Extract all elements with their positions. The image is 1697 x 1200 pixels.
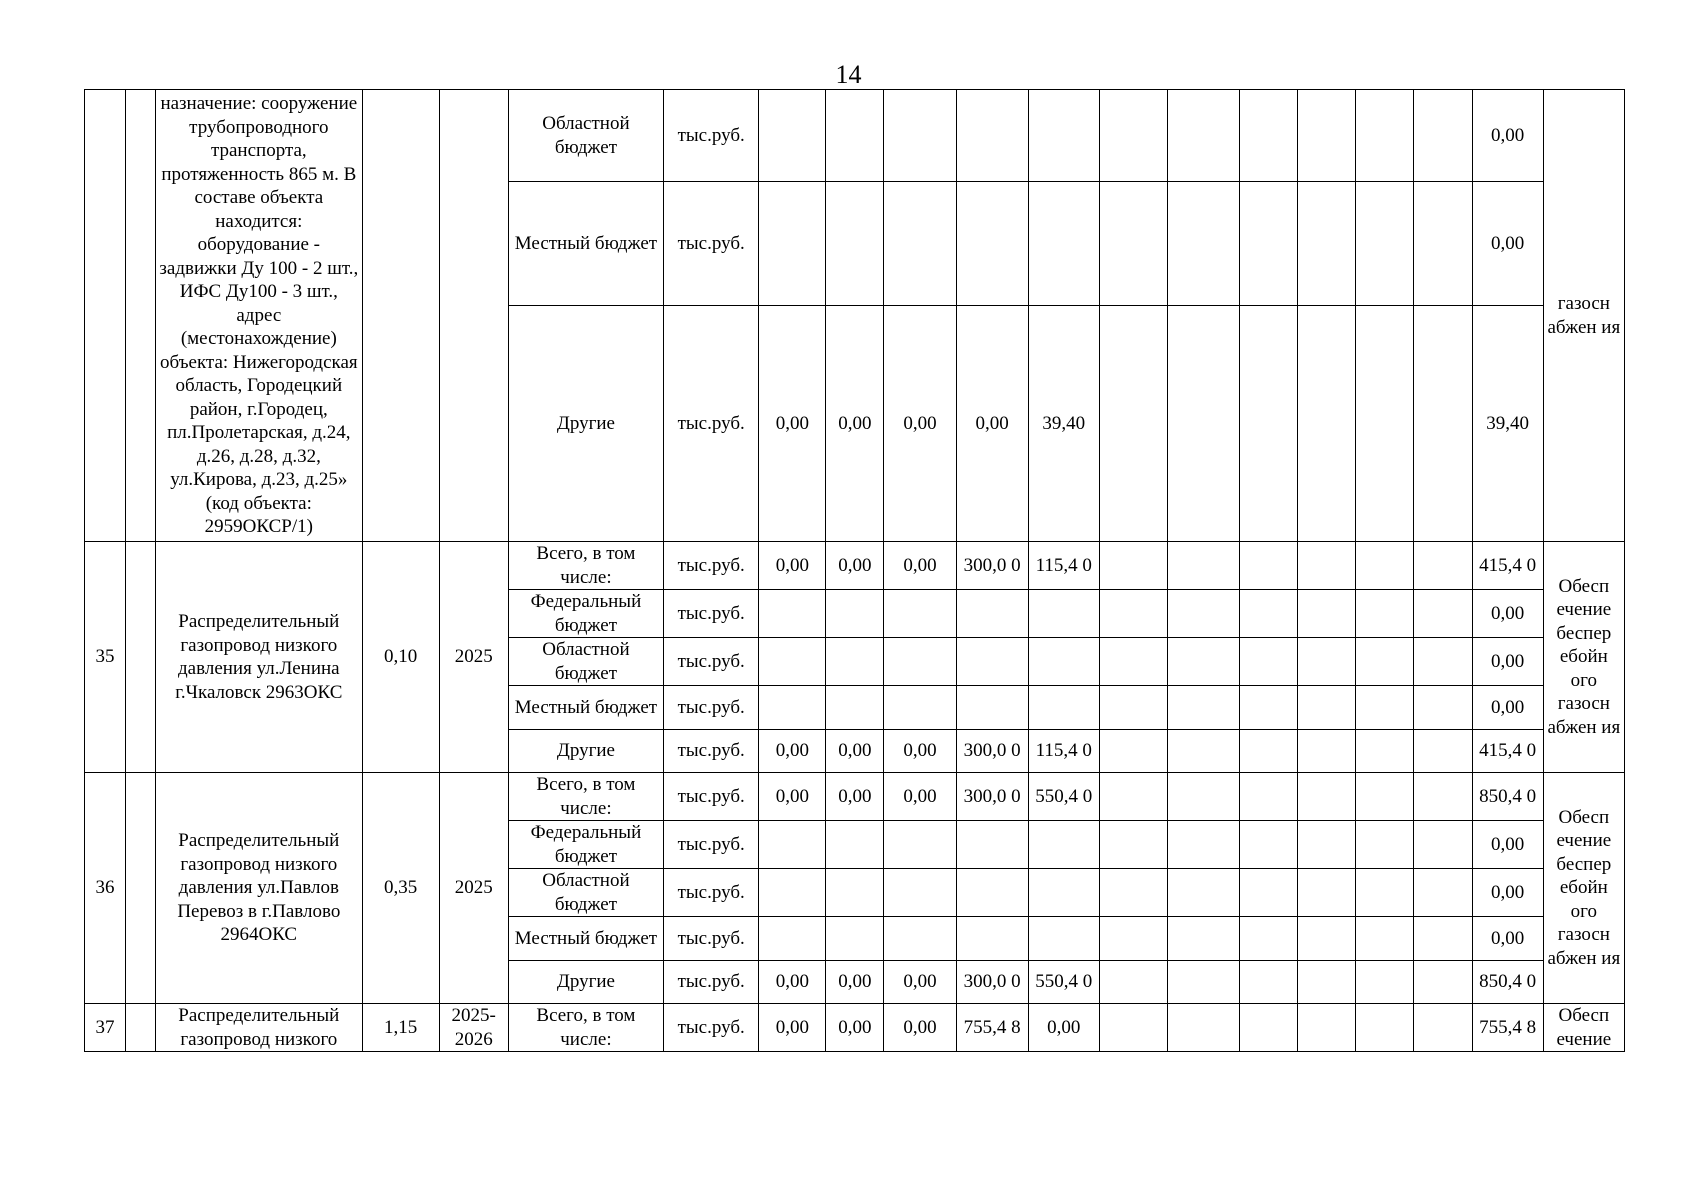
empty-cell bbox=[1099, 542, 1167, 590]
empty-cell bbox=[1356, 1004, 1414, 1052]
empty-cell bbox=[1298, 730, 1356, 773]
total-value: 0,00 bbox=[1472, 182, 1543, 306]
total-value: 850,4 0 bbox=[1472, 961, 1543, 1004]
empty-cell bbox=[1356, 590, 1414, 638]
year-value-3: 0,00 bbox=[884, 1004, 956, 1052]
year-value-2: 0,00 bbox=[826, 1004, 884, 1052]
year-value-3: 0,00 bbox=[884, 961, 956, 1004]
unit-cell: тыс.руб. bbox=[664, 542, 759, 590]
object-length: 0,10 bbox=[362, 542, 439, 773]
empty-cell bbox=[1414, 90, 1472, 182]
empty-cell bbox=[1298, 821, 1356, 869]
empty-cell bbox=[1298, 542, 1356, 590]
year-value-4 bbox=[956, 686, 1028, 730]
empty-cell bbox=[1356, 869, 1414, 917]
year-value-1 bbox=[759, 686, 826, 730]
empty-cell bbox=[1167, 773, 1239, 821]
empty-cell bbox=[1414, 306, 1472, 542]
funding-source: Всего, в том числе: bbox=[508, 1004, 663, 1052]
year-value-5 bbox=[1028, 90, 1099, 182]
year-value-2: 0,00 bbox=[826, 542, 884, 590]
funding-source: Местный бюджет bbox=[508, 182, 663, 306]
table-row bbox=[85, 773, 1625, 821]
year-value-5 bbox=[1028, 869, 1099, 917]
empty-cell bbox=[1240, 773, 1298, 821]
empty-cell bbox=[1356, 917, 1414, 961]
investment-table bbox=[84, 89, 1625, 1052]
empty-cell bbox=[1099, 773, 1167, 821]
unit-cell: тыс.руб. bbox=[664, 773, 759, 821]
total-value: 850,4 0 bbox=[1472, 773, 1543, 821]
empty-cell bbox=[1167, 542, 1239, 590]
row-marker bbox=[126, 1004, 156, 1052]
funding-source: Всего, в том числе: bbox=[508, 542, 663, 590]
year-value-2 bbox=[826, 90, 884, 182]
empty-cell bbox=[1356, 773, 1414, 821]
empty-cell bbox=[1414, 773, 1472, 821]
funding-source: Всего, в том числе: bbox=[508, 773, 663, 821]
unit-cell: тыс.руб. bbox=[664, 730, 759, 773]
funding-source: Областной бюджет bbox=[508, 90, 663, 182]
year-value-4 bbox=[956, 182, 1028, 306]
year-value-4 bbox=[956, 90, 1028, 182]
object-length: 1,15 bbox=[362, 1004, 439, 1052]
year-value-3 bbox=[884, 182, 956, 306]
empty-cell bbox=[1414, 638, 1472, 686]
year-value-5: 115,4 0 bbox=[1028, 542, 1099, 590]
total-value: 39,40 bbox=[1472, 306, 1543, 542]
total-value: 415,4 0 bbox=[1472, 730, 1543, 773]
year-value-3 bbox=[884, 638, 956, 686]
object-name: Распределительный газопровод низкого давления ул.Павлов Перевоз в г.Павлово 2964ОКС bbox=[156, 773, 362, 1004]
year-value-1 bbox=[759, 590, 826, 638]
funding-source: Местный бюджет bbox=[508, 686, 663, 730]
total-value: 0,00 bbox=[1472, 869, 1543, 917]
empty-cell bbox=[1414, 821, 1472, 869]
year-value-1 bbox=[759, 917, 826, 961]
empty-cell bbox=[1167, 961, 1239, 1004]
empty-cell bbox=[1099, 961, 1167, 1004]
empty-cell bbox=[1298, 306, 1356, 542]
unit-cell: тыс.руб. bbox=[664, 869, 759, 917]
unit-cell: тыс.руб. bbox=[664, 638, 759, 686]
empty-cell bbox=[1167, 869, 1239, 917]
row-marker bbox=[126, 542, 156, 773]
unit-cell: тыс.руб. bbox=[664, 182, 759, 306]
empty-cell bbox=[1099, 917, 1167, 961]
year-value-2 bbox=[826, 869, 884, 917]
year-value-4 bbox=[956, 821, 1028, 869]
year-value-4 bbox=[956, 590, 1028, 638]
empty-cell bbox=[1298, 869, 1356, 917]
year-value-4 bbox=[956, 917, 1028, 961]
year-value-3 bbox=[884, 686, 956, 730]
empty-cell bbox=[1099, 306, 1167, 542]
object-year: 2025 bbox=[439, 542, 508, 773]
row-marker bbox=[126, 90, 156, 542]
page-number: 14 bbox=[835, 60, 862, 89]
year-value-3: 0,00 bbox=[884, 773, 956, 821]
year-value-1: 0,00 bbox=[759, 1004, 826, 1052]
year-value-5: 550,4 0 bbox=[1028, 773, 1099, 821]
empty-cell bbox=[1414, 869, 1472, 917]
year-value-3: 0,00 bbox=[884, 542, 956, 590]
row-number: 35 bbox=[85, 542, 126, 773]
empty-cell bbox=[1240, 1004, 1298, 1052]
funding-source: Местный бюджет bbox=[508, 917, 663, 961]
empty-cell bbox=[1356, 542, 1414, 590]
empty-cell bbox=[1414, 730, 1472, 773]
year-value-2 bbox=[826, 638, 884, 686]
empty-cell bbox=[1167, 306, 1239, 542]
year-value-4: 300,0 0 bbox=[956, 773, 1028, 821]
total-value: 0,00 bbox=[1472, 90, 1543, 182]
empty-cell bbox=[1240, 306, 1298, 542]
year-value-3 bbox=[884, 821, 956, 869]
empty-cell bbox=[1167, 90, 1239, 182]
object-year: 2025- 2026 bbox=[439, 1004, 508, 1052]
empty-cell bbox=[1356, 182, 1414, 306]
expected-result: газосн абжен ия bbox=[1543, 90, 1624, 542]
empty-cell bbox=[1298, 961, 1356, 1004]
empty-cell bbox=[1240, 686, 1298, 730]
empty-cell bbox=[1356, 638, 1414, 686]
total-value: 0,00 bbox=[1472, 686, 1543, 730]
total-value: 755,4 8 bbox=[1472, 1004, 1543, 1052]
year-value-4: 300,0 0 bbox=[956, 730, 1028, 773]
empty-cell bbox=[1099, 90, 1167, 182]
unit-cell: тыс.руб. bbox=[664, 590, 759, 638]
year-value-3 bbox=[884, 917, 956, 961]
empty-cell bbox=[1167, 590, 1239, 638]
year-value-1 bbox=[759, 821, 826, 869]
year-value-2 bbox=[826, 917, 884, 961]
total-value: 0,00 bbox=[1472, 821, 1543, 869]
year-value-1: 0,00 bbox=[759, 773, 826, 821]
empty-cell bbox=[1356, 306, 1414, 542]
funding-source: Федеральный бюджет bbox=[508, 821, 663, 869]
empty-cell bbox=[1099, 686, 1167, 730]
empty-cell bbox=[1240, 917, 1298, 961]
unit-cell: тыс.руб. bbox=[664, 917, 759, 961]
total-value: 0,00 bbox=[1472, 638, 1543, 686]
year-value-4 bbox=[956, 638, 1028, 686]
year-value-5: 550,4 0 bbox=[1028, 961, 1099, 1004]
year-value-3 bbox=[884, 869, 956, 917]
year-value-2: 0,00 bbox=[826, 773, 884, 821]
expected-result: Обесп ечение bbox=[1543, 1004, 1624, 1052]
empty-cell bbox=[1099, 182, 1167, 306]
row-number: 36 bbox=[85, 773, 126, 1004]
year-value-2 bbox=[826, 590, 884, 638]
table-body bbox=[85, 90, 1625, 1052]
year-value-4: 755,4 8 bbox=[956, 1004, 1028, 1052]
year-value-3 bbox=[884, 90, 956, 182]
year-value-5 bbox=[1028, 182, 1099, 306]
unit-cell: тыс.руб. bbox=[664, 306, 759, 542]
object-name: Распределительный газопровод низкого давления ул.Ленина г.Чкаловск 2963ОКС bbox=[156, 542, 362, 773]
funding-source: Другие bbox=[508, 730, 663, 773]
empty-cell bbox=[1298, 590, 1356, 638]
year-value-5: 0,00 bbox=[1028, 1004, 1099, 1052]
year-value-5 bbox=[1028, 590, 1099, 638]
unit-cell: тыс.руб. bbox=[664, 90, 759, 182]
year-value-2 bbox=[826, 686, 884, 730]
empty-cell bbox=[1414, 182, 1472, 306]
year-value-2: 0,00 bbox=[826, 730, 884, 773]
empty-cell bbox=[1414, 1004, 1472, 1052]
empty-cell bbox=[1414, 590, 1472, 638]
empty-cell bbox=[1240, 821, 1298, 869]
unit-cell: тыс.руб. bbox=[664, 1004, 759, 1052]
unit-cell: тыс.руб. bbox=[664, 686, 759, 730]
empty-cell bbox=[1099, 1004, 1167, 1052]
table-row bbox=[85, 542, 1625, 590]
year-value-3: 0,00 bbox=[884, 306, 956, 542]
total-value: 0,00 bbox=[1472, 590, 1543, 638]
object-length: 0,35 bbox=[362, 773, 439, 1004]
empty-cell bbox=[1298, 1004, 1356, 1052]
empty-cell bbox=[1414, 917, 1472, 961]
empty-cell bbox=[1167, 686, 1239, 730]
empty-cell bbox=[1167, 638, 1239, 686]
year-value-1: 0,00 bbox=[759, 542, 826, 590]
unit-cell: тыс.руб. bbox=[664, 961, 759, 1004]
empty-cell bbox=[1240, 869, 1298, 917]
funding-source: Другие bbox=[508, 961, 663, 1004]
empty-cell bbox=[1099, 821, 1167, 869]
row-number: 37 bbox=[85, 1004, 126, 1052]
year-value-3 bbox=[884, 590, 956, 638]
object-name: Распределительный газопровод низкого bbox=[156, 1004, 362, 1052]
year-value-1 bbox=[759, 90, 826, 182]
year-value-5 bbox=[1028, 638, 1099, 686]
object-length bbox=[362, 90, 439, 542]
empty-cell bbox=[1356, 686, 1414, 730]
empty-cell bbox=[1240, 90, 1298, 182]
year-value-2 bbox=[826, 821, 884, 869]
empty-cell bbox=[1240, 961, 1298, 1004]
total-value: 0,00 bbox=[1472, 917, 1543, 961]
empty-cell bbox=[1298, 773, 1356, 821]
year-value-4: 300,0 0 bbox=[956, 542, 1028, 590]
year-value-1: 0,00 bbox=[759, 961, 826, 1004]
year-value-4 bbox=[956, 869, 1028, 917]
empty-cell bbox=[1298, 90, 1356, 182]
empty-cell bbox=[1298, 182, 1356, 306]
empty-cell bbox=[1356, 730, 1414, 773]
empty-cell bbox=[1414, 961, 1472, 1004]
year-value-3: 0,00 bbox=[884, 730, 956, 773]
empty-cell bbox=[1167, 182, 1239, 306]
row-marker bbox=[126, 773, 156, 1004]
year-value-2 bbox=[826, 182, 884, 306]
table-row bbox=[85, 1004, 1625, 1052]
year-value-2: 0,00 bbox=[826, 961, 884, 1004]
empty-cell bbox=[1356, 90, 1414, 182]
empty-cell bbox=[1240, 638, 1298, 686]
year-value-1: 0,00 bbox=[759, 730, 826, 773]
expected-result: Обесп ечение беспер ебойн ого газосн абжен ия bbox=[1543, 773, 1624, 1004]
row-number bbox=[85, 90, 126, 542]
year-value-1 bbox=[759, 869, 826, 917]
empty-cell bbox=[1414, 686, 1472, 730]
year-value-5 bbox=[1028, 917, 1099, 961]
empty-cell bbox=[1414, 542, 1472, 590]
funding-source: Областной бюджет bbox=[508, 869, 663, 917]
object-year: 2025 bbox=[439, 773, 508, 1004]
empty-cell bbox=[1099, 869, 1167, 917]
empty-cell bbox=[1356, 961, 1414, 1004]
year-value-4: 300,0 0 bbox=[956, 961, 1028, 1004]
empty-cell bbox=[1298, 638, 1356, 686]
funding-source: Другие bbox=[508, 306, 663, 542]
table-row bbox=[85, 90, 1625, 182]
empty-cell bbox=[1099, 590, 1167, 638]
empty-cell bbox=[1298, 917, 1356, 961]
year-value-1 bbox=[759, 638, 826, 686]
expected-result: Обесп ечение беспер ебойн ого газосн абжен ия bbox=[1543, 542, 1624, 773]
year-value-5: 39,40 bbox=[1028, 306, 1099, 542]
year-value-5 bbox=[1028, 821, 1099, 869]
empty-cell bbox=[1240, 730, 1298, 773]
object-year bbox=[439, 90, 508, 542]
empty-cell bbox=[1099, 638, 1167, 686]
empty-cell bbox=[1099, 730, 1167, 773]
empty-cell bbox=[1240, 182, 1298, 306]
empty-cell bbox=[1298, 686, 1356, 730]
year-value-1 bbox=[759, 182, 826, 306]
year-value-4: 0,00 bbox=[956, 306, 1028, 542]
funding-source: Областной бюджет bbox=[508, 638, 663, 686]
empty-cell bbox=[1167, 917, 1239, 961]
object-description: назначение: сооружение трубопроводного транспорта, протяженность 865 м. В составе объекта находится: оборудование - задвижки Ду 100 - 2 шт., ИФС Ду100 - 3 шт., адрес (местонахождение) объекта: Нижегородская область, Городецкий район, г.Городец, пл.Пролетарская, д.24, д.26, д.28, д.32, ул.Кирова, д.23, д.25» (код объекта: 2959ОКСР/1) bbox=[156, 90, 362, 542]
empty-cell bbox=[1167, 1004, 1239, 1052]
unit-cell: тыс.руб. bbox=[664, 821, 759, 869]
year-value-2: 0,00 bbox=[826, 306, 884, 542]
year-value-5 bbox=[1028, 686, 1099, 730]
empty-cell bbox=[1240, 590, 1298, 638]
funding-source: Федеральный бюджет bbox=[508, 590, 663, 638]
empty-cell bbox=[1167, 821, 1239, 869]
year-value-5: 115,4 0 bbox=[1028, 730, 1099, 773]
empty-cell bbox=[1240, 542, 1298, 590]
empty-cell bbox=[1167, 730, 1239, 773]
total-value: 415,4 0 bbox=[1472, 542, 1543, 590]
empty-cell bbox=[1356, 821, 1414, 869]
year-value-1: 0,00 bbox=[759, 306, 826, 542]
